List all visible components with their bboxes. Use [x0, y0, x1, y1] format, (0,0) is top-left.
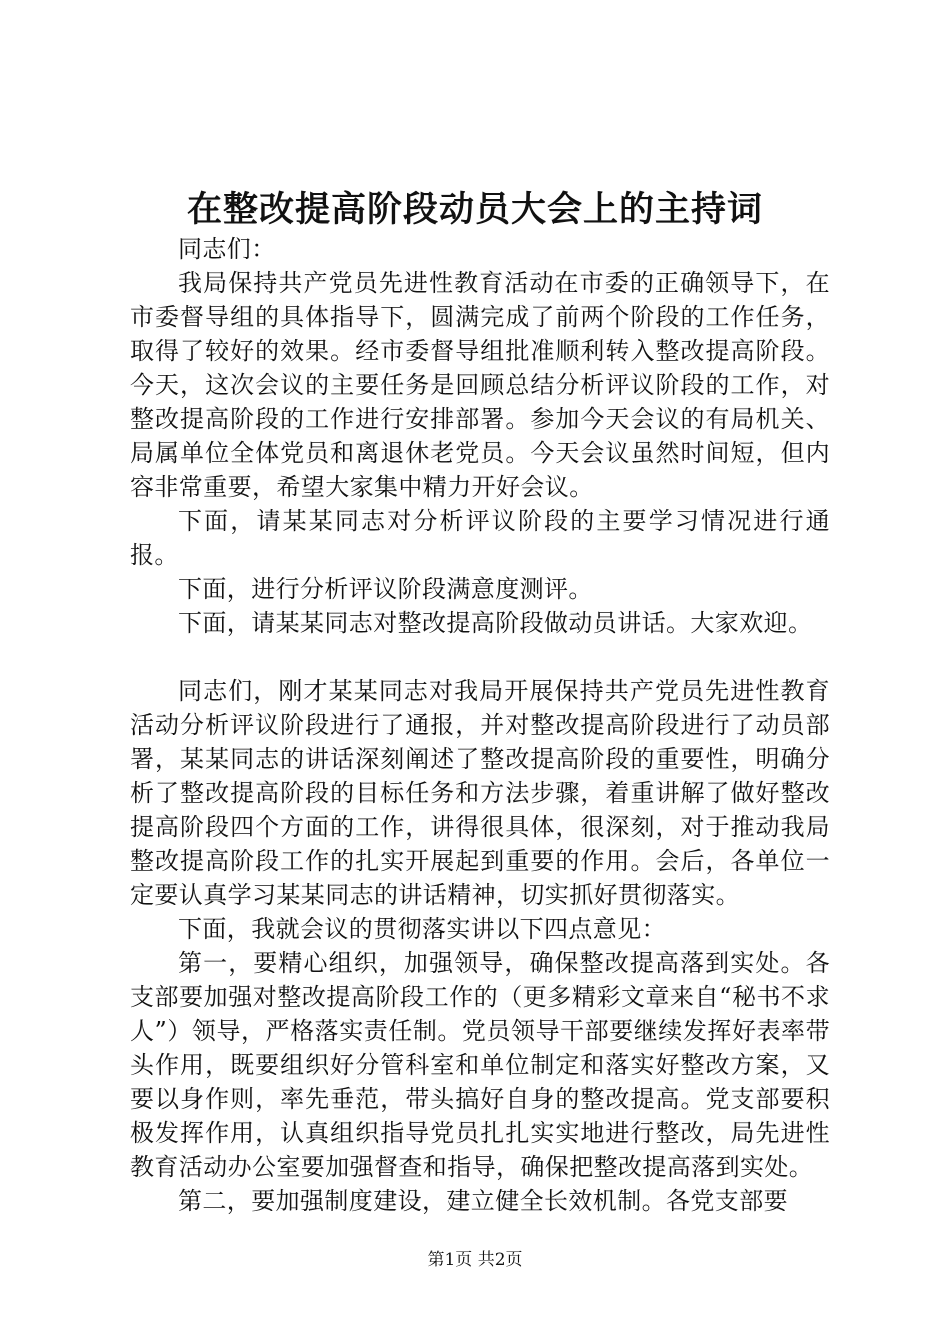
page-footer: 第1页 共2页: [427, 1250, 523, 1270]
document-title: 在整改提高阶段动员大会上的主持词: [186, 189, 763, 230]
agenda-report-paragraph: 下面，请某某同志对分析评议阶段的主要学习情况进行通报。: [130, 507, 830, 569]
point-one-paragraph: 第一，要精心组织，加强领导，确保整改提高落到实处。各支部要加强对整改提高阶段工作的（更多精彩文章来自“秘书不求人”）领导，严格落实责任制。党员领导干部要继续发挥好表率带头作用，既要组织好分管科室和单位制定和落实好整改方案，又要以身作则，率先垂范，带头搞好自身的整改提高。党支部要积极发挥作用，认真组织指导党员扎扎实实地进行整改，局先进性教育活动办公室要加强督查和指导，确保把整改提高落到实处。: [130, 949, 830, 1181]
point-two-paragraph: 第二，要加强制度建设，建立健全长效机制。各党支部要: [178, 1187, 788, 1215]
opinions-intro-paragraph: 下面，我就会议的贯彻落实讲以下四点意见：: [178, 915, 666, 943]
summary-paragraph: 同志们，刚才某某同志对我局开展保持共产党员先进性教育活动分析评议阶段进行了通报，并对整改提高阶段进行了动员部署，某某同志的讲话深刻阐述了整改提高阶段的重要性，明确分析了整改提高阶段的目标任务和方法步骤，着重讲解了做好整改提高阶段四个方面的工作，讲得很具体，很深刻，对于推动我局整改提高阶段工作的扎实开展起到重要的作用。会后，各单位一定要认真学习某某同志的讲话精神，切实抓好贯彻落实。: [130, 677, 830, 909]
agenda-speech-paragraph: 下面，请某某同志对整改提高阶段做动员讲话。大家欢迎。: [178, 609, 813, 637]
agenda-survey-paragraph: 下面，进行分析评议阶段满意度测评。: [178, 575, 593, 603]
salutation-paragraph: 同志们：: [178, 235, 276, 263]
document-body: [130, 232, 830, 1218]
opening-paragraph: 我局保持共产党员先进性教育活动在市委的正确领导下，在市委督导组的具体指导下，圆满完成了前两个阶段的工作任务，取得了较好的效果。经市委督导组批准顺利转入整改提高阶段。今天，这次会议的主要任务是回顾总结分析评议阶段的工作，对整改提高阶段的工作进行安排部署。参加今天会议的有局机关、局属单位全体党员和离退休老党员。今天会议虽然时间短，但内容非常重要，希望大家集中精力开好会议。: [130, 269, 830, 501]
